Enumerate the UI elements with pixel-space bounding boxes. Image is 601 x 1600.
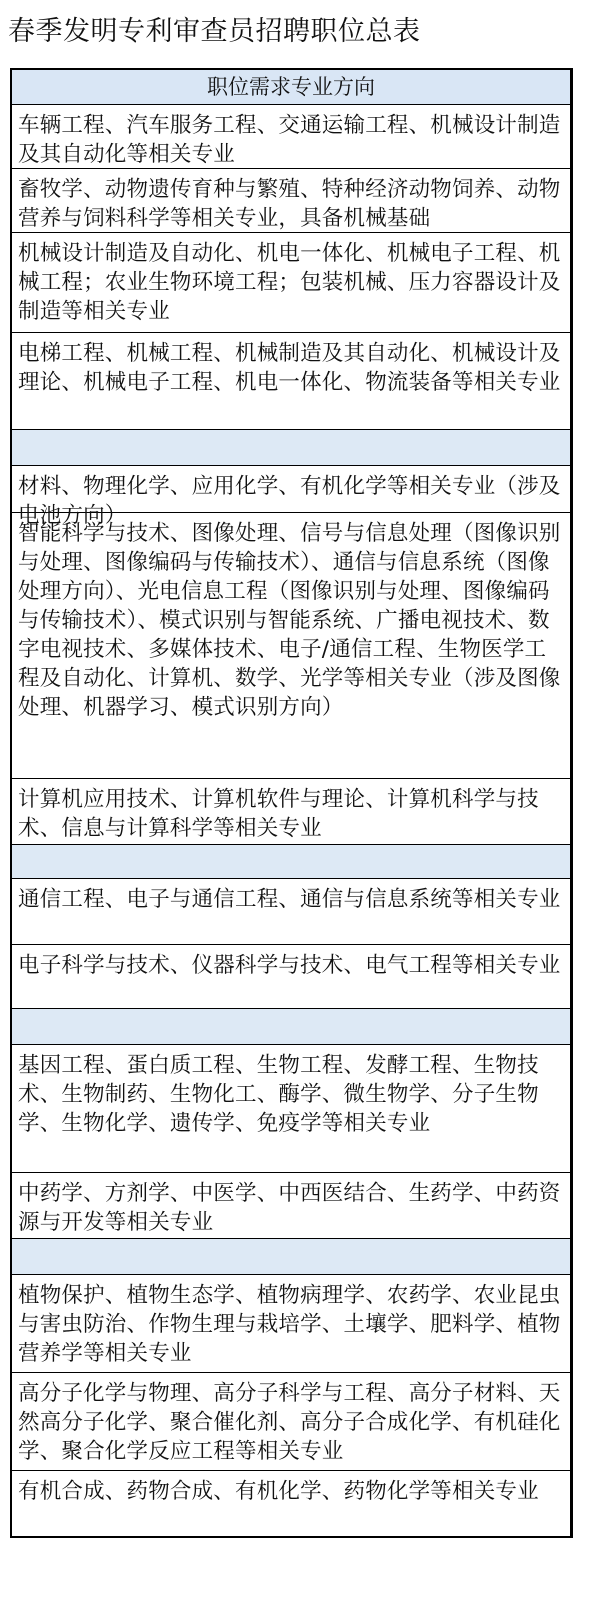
table-row: 植物保护、植物生态学、植物病理学、农药学、农业昆虫与害虫防治、作物生理与栽培学、土壤学、肥料学、植物营养学等相关专业 bbox=[12, 1274, 570, 1372]
table-row: 机械设计制造及自动化、机电一体化、机械电子工程、机械工程；农业生物环境工程；包装机械、压力容器设计及制造等相关专业 bbox=[12, 232, 570, 332]
job-table bbox=[10, 68, 573, 1538]
table-row: 基因工程、蛋白质工程、生物工程、发酵工程、生物技术、生物制药、生物化工、酶学、微生物学、分子生物学、生物化学、遗传学、免疫学等相关专业 bbox=[12, 1044, 570, 1172]
table-row: 智能科学与技术、图像处理、信号与信息处理（图像识别与处理、图像编码与传输技术）、通信与信息系统（图像处理方向）、光电信息工程（图像识别与处理、图像编码与传输技术）、模式识别与智能系统、广播电视技术、数字电视技术、多媒体技术、电子/通信工程、生物医学工程及自动化、计算机、数学、光学等相关专业（涉及图像处理、机器学习、模式识别方向） bbox=[12, 512, 570, 778]
table-row-blank bbox=[12, 844, 570, 878]
table-row: 畜牧学、动物遗传育种与繁殖、特种经济动物饲养、动物营养与饲料科学等相关专业，具备机械基础 bbox=[12, 168, 570, 232]
table-header: 职位需求专业方向 bbox=[12, 70, 570, 104]
table-row: 计算机应用技术、计算机软件与理论、计算机科学与技术、信息与计算科学等相关专业 bbox=[12, 778, 570, 844]
table-row-blank bbox=[12, 1238, 570, 1274]
table-row: 通信工程、电子与通信工程、通信与信息系统等相关专业 bbox=[12, 878, 570, 944]
table-row: 电子科学与技术、仪器科学与技术、电气工程等相关专业 bbox=[12, 944, 570, 1008]
table-row: 材料、物理化学、应用化学、有机化学等相关专业（涉及电池方向） bbox=[12, 465, 570, 512]
table-row: 电梯工程、机械工程、机械制造及其自动化、机械设计及理论、机械电子工程、机电一体化、物流装备等相关专业 bbox=[12, 332, 570, 429]
table-row: 车辆工程、汽车服务工程、交通运输工程、机械设计制造及其自动化等相关专业 bbox=[12, 104, 570, 168]
table-row: 高分子化学与物理、高分子科学与工程、高分子材料、天然高分子化学、聚合催化剂、高分子合成化学、有机硅化学、聚合化学反应工程等相关专业 bbox=[12, 1372, 570, 1470]
table-row: 有机合成、药物合成、有机化学、药物化学等相关专业 bbox=[12, 1470, 570, 1536]
table-row-blank bbox=[12, 1008, 570, 1044]
table-row: 中药学、方剂学、中医学、中西医结合、生药学、中药资源与开发等相关专业 bbox=[12, 1172, 570, 1238]
page-title: 春季发明专利审查员招聘职位总表 bbox=[8, 16, 421, 47]
table-row-blank bbox=[12, 429, 570, 465]
